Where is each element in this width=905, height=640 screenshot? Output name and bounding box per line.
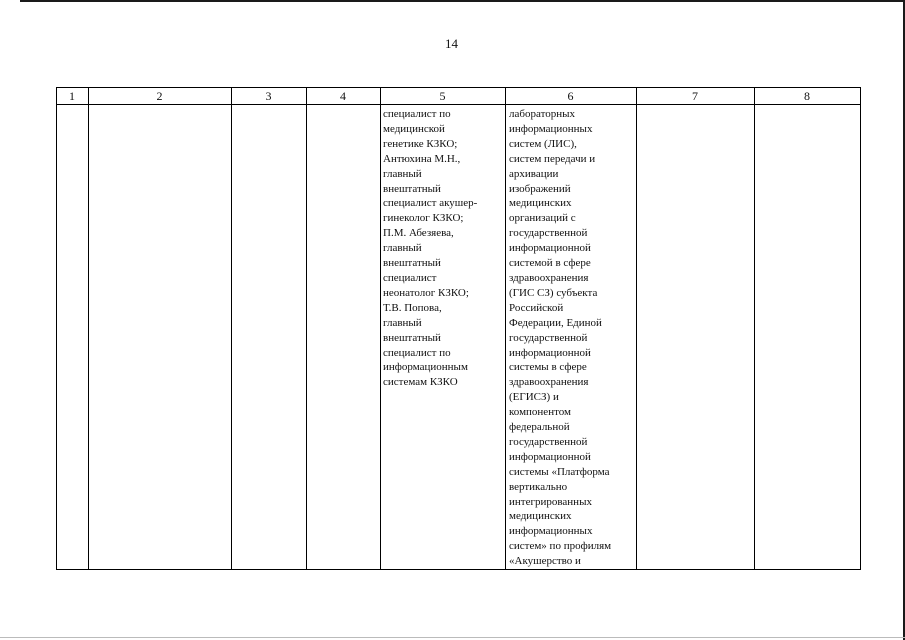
column-header-7: 7: [692, 89, 698, 103]
header-bottom-border: [56, 104, 861, 105]
page-edge-top: [20, 0, 905, 2]
column-header-5: 5: [439, 89, 446, 103]
column-header-3: 3: [265, 89, 272, 103]
page-number: 14: [445, 36, 458, 51]
column-divider: [306, 87, 307, 570]
column-header-6: 6: [567, 89, 574, 103]
column-divider: [636, 87, 637, 570]
cell-col5-responsible-persons: специалист по медицинской генетике КЗКО; Антюхина М.Н., главный внештатный специалист акушер- гинеколог КЗКО; П.М. Абезяева, главный внештатный специалист неонатолог КЗКО; Т.В. Попова, главный внештатный специалист по информационным системам КЗКО: [383, 108, 478, 389]
table-left-border: [56, 87, 57, 570]
column-header-8: 8: [804, 89, 810, 103]
column-header-1: 1: [69, 89, 75, 103]
column-divider: [231, 87, 232, 570]
column-header-4: 4: [340, 89, 346, 103]
table-bottom-border: [56, 569, 861, 570]
cell-col6-description: лабораторных информационных систем (ЛИС), систем передачи и архивации изображений медицинских организаций с государственной информационной системой в сфере здравоохранения (ГИС СЗ) субъекта Российской Федерации, Единой государственной информационной системы в сфере здравоохранения (ЕГИСЗ) и компонентом федеральной государственной информационной системы «Платформа вертикально интегрированных медицинских информационных систем» по профилям «Акушерство и: [509, 108, 612, 568]
column-divider: [505, 87, 506, 570]
page-edge-bottom: [0, 637, 905, 638]
column-divider: [380, 87, 381, 570]
column-header-2: 2: [156, 89, 163, 103]
table-right-border: [860, 87, 861, 570]
column-divider: [88, 87, 89, 570]
column-divider: [754, 87, 755, 570]
